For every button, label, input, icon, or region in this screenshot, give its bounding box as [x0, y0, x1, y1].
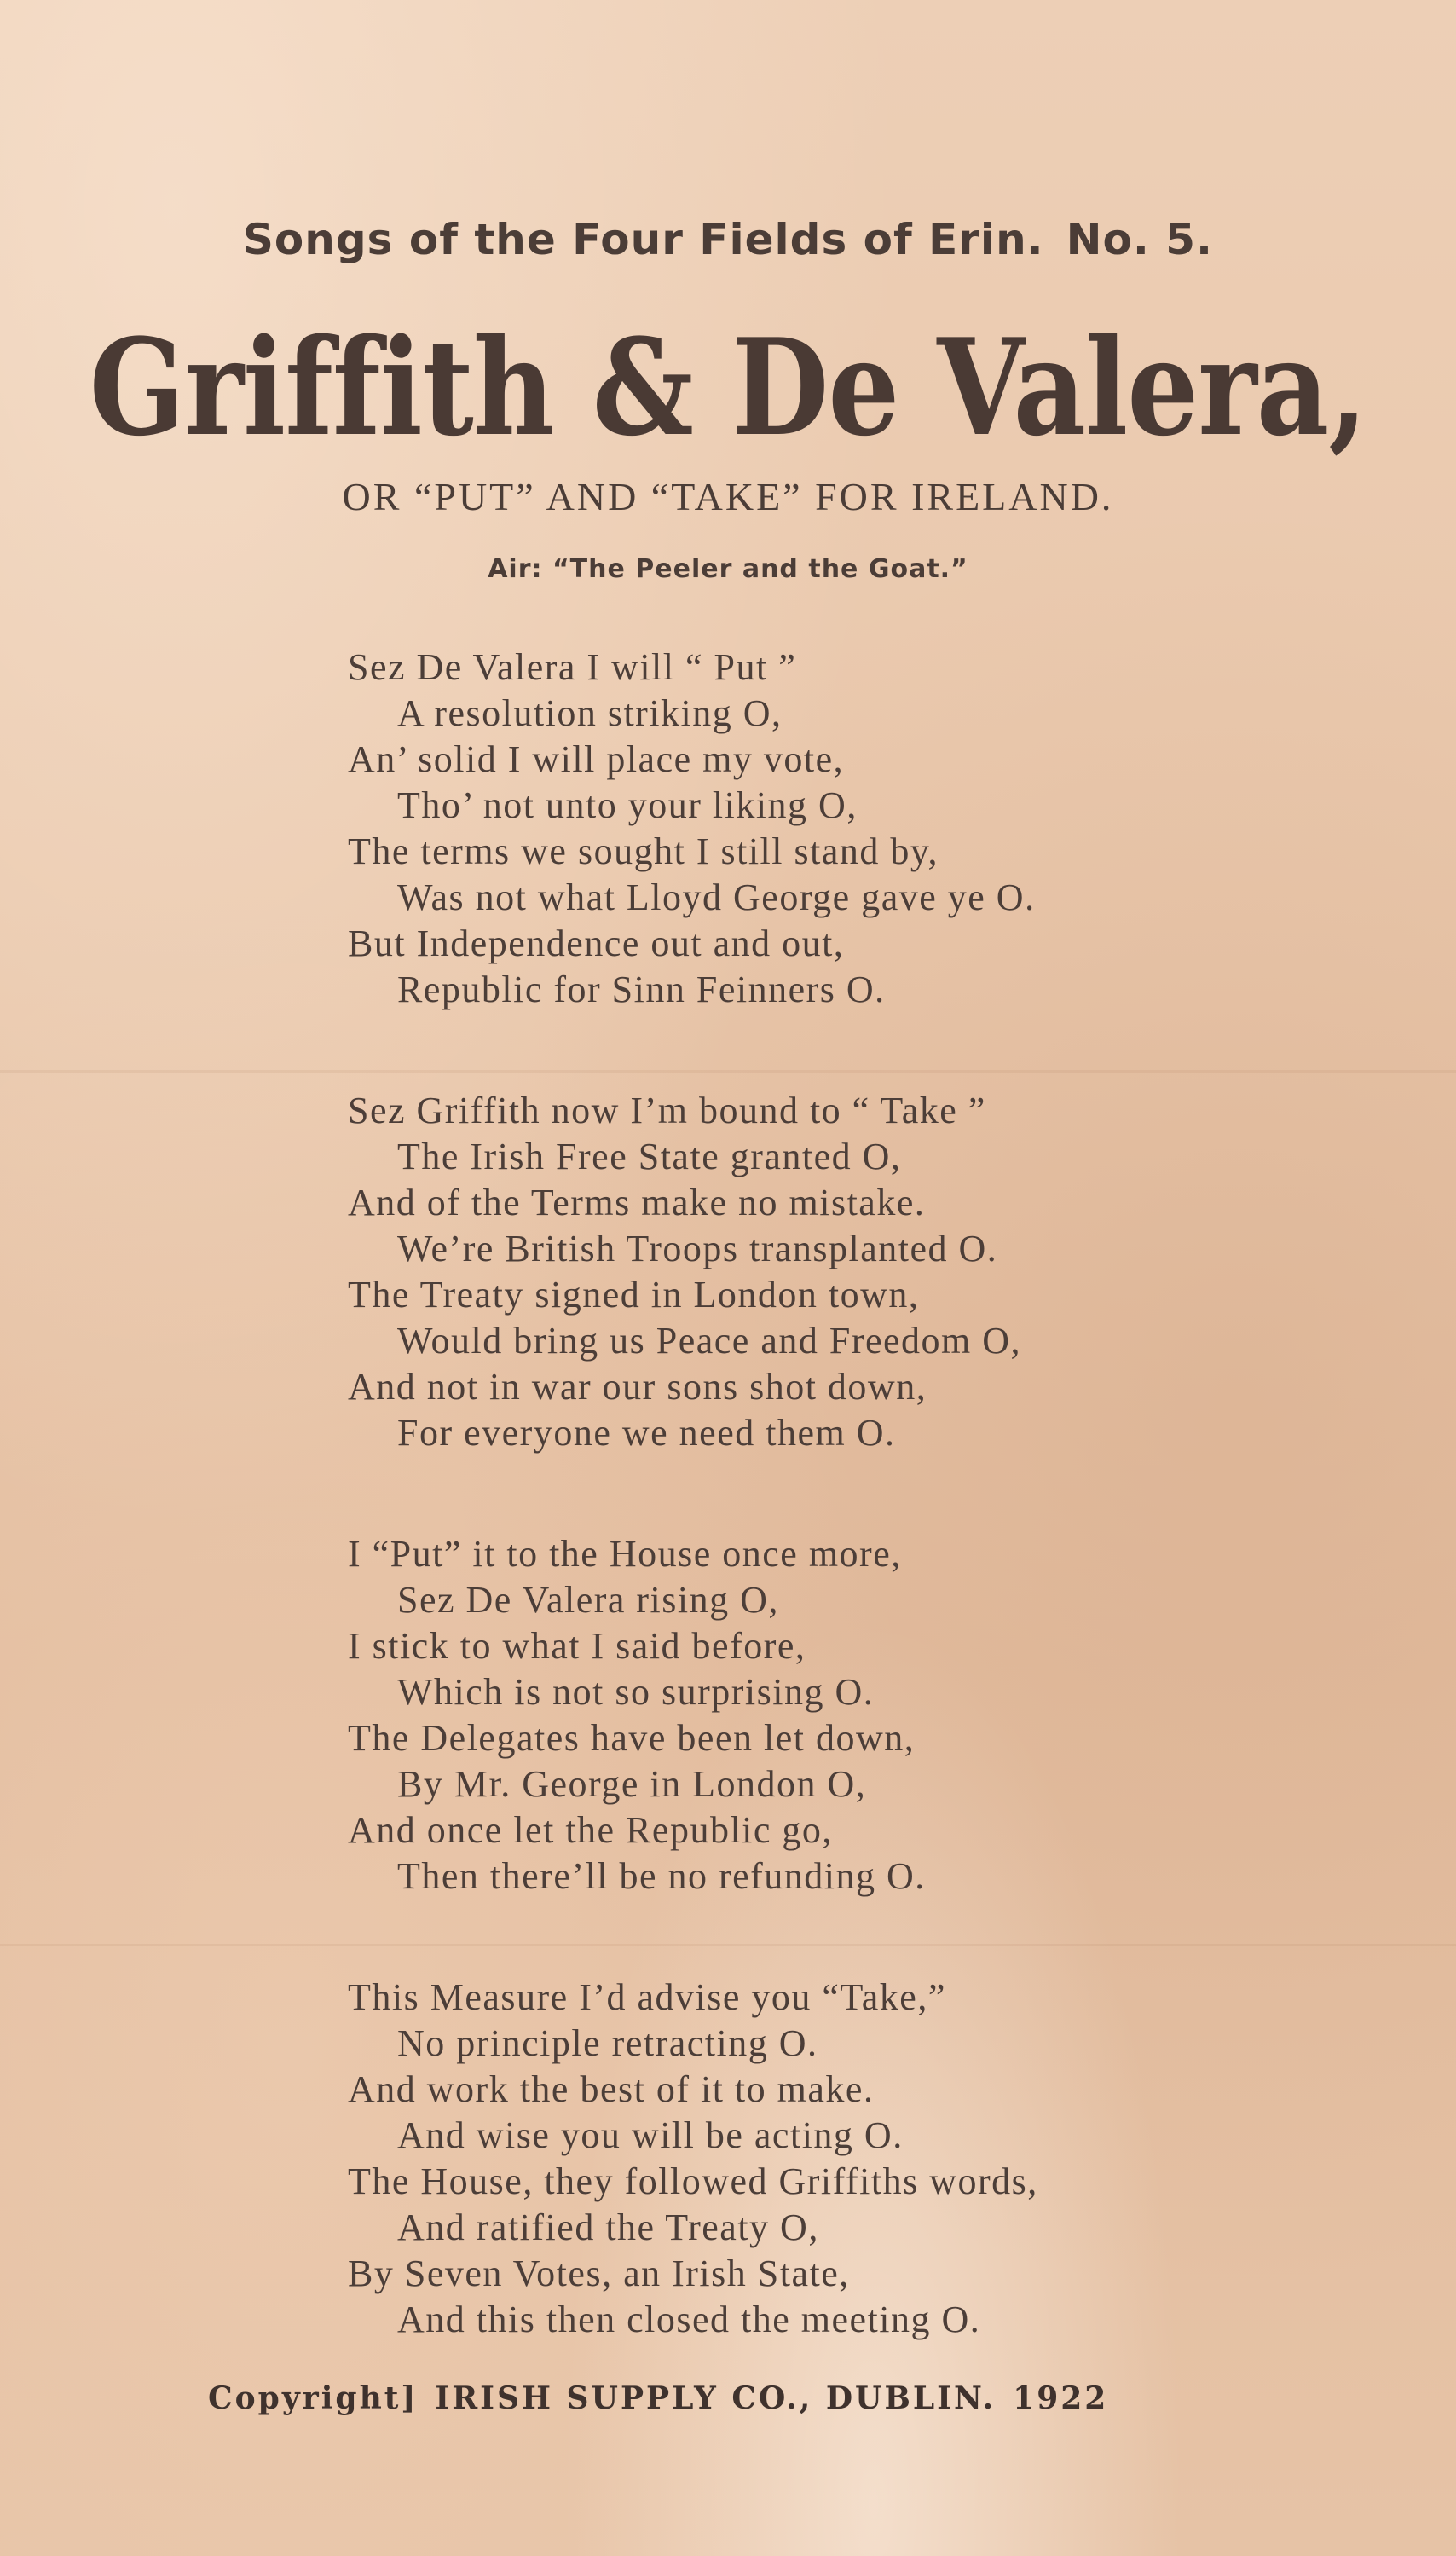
- verse-line: The terms we sought I still stand by,: [348, 830, 939, 872]
- copyright-label: Copyright]: [208, 2380, 419, 2416]
- verse-line: And work the best of it to make.: [348, 2068, 875, 2110]
- stanza-2: [348, 1088, 1328, 1456]
- verse-line: The House, they followed Griffiths words,: [348, 2160, 1038, 2202]
- publisher-name: IRISH SUPPLY CO., DUBLIN.: [435, 2380, 997, 2416]
- verse-line: Would bring us Peace and Freedom O,: [397, 1320, 1022, 1362]
- verse-line: I “Put” it to the House once more,: [348, 1533, 902, 1575]
- verse-line: Sez De Valera rising O,: [397, 1579, 779, 1621]
- verses: [348, 645, 1328, 2418]
- verse-line: Sez Griffith now I’m bound to “ Take ”: [348, 1090, 986, 1131]
- series-number: No. 5.: [1066, 215, 1214, 264]
- verse-line: Then there’ll be no refunding O.: [397, 1855, 926, 1897]
- verse-line: We’re British Troops transplanted O.: [397, 1228, 998, 1269]
- verse-line: And once let the Republic go,: [348, 1809, 833, 1851]
- verse-line: And of the Terms make no mistake.: [348, 1182, 926, 1223]
- verse-line: And this then closed the meeting O.: [397, 2299, 981, 2340]
- publication-year: 1922: [1013, 2380, 1109, 2416]
- verse-line: Was not what Lloyd George gave ye O.: [397, 876, 1036, 918]
- verse-line: By Mr. George in London O,: [397, 1763, 867, 1805]
- stanza-3: [348, 1531, 1328, 1900]
- stanza-1: [348, 645, 1328, 1013]
- verse-line: The Treaty signed in London town,: [348, 1274, 920, 1316]
- verse-line: Which is not so surprising O.: [397, 1671, 875, 1713]
- verse-line: And not in war our sons shot down,: [348, 1366, 927, 1408]
- series-title: Songs of the Four Fields of Erin.: [242, 215, 1044, 264]
- verse-line: This Measure I’d advise you “Take,”: [348, 1976, 946, 2018]
- verse-line: An’ solid I will place my vote,: [348, 738, 845, 780]
- air-note: Air: “The Peeler and the Goat.”: [488, 554, 968, 584]
- series-heading: [0, 215, 1456, 264]
- stanza-4: [348, 1975, 1328, 2343]
- song-subtitle: OR “PUT” AND “TAKE” FOR IRELAND.: [342, 475, 1114, 518]
- verse-line: The Delegates have been let down,: [348, 1717, 916, 1759]
- verse-line: I stick to what I said before,: [348, 1625, 806, 1667]
- verse-line: And wise you will be acting O.: [397, 2114, 904, 2156]
- verse-line: A resolution striking O,: [397, 692, 783, 734]
- verse-line: No principle retracting O.: [397, 2022, 818, 2064]
- verse-line: Republic for Sinn Feinners O.: [397, 969, 886, 1010]
- verse-line: The Irish Free State granted O,: [397, 1136, 902, 1177]
- song-title: Griffith & De Valera,: [89, 309, 1367, 466]
- verse-line: For everyone we need them O.: [397, 1412, 896, 1454]
- verse-line: Tho’ not unto your liking O,: [397, 784, 858, 826]
- verse-line: And ratified the Treaty O,: [397, 2206, 819, 2248]
- verse-line: Sez De Valera I will “ Put ”: [348, 646, 797, 688]
- copyright-line: [208, 2380, 1350, 2416]
- verse-line: But Independence out and out,: [348, 922, 845, 964]
- verse-line: By Seven Votes, an Irish State,: [348, 2252, 850, 2294]
